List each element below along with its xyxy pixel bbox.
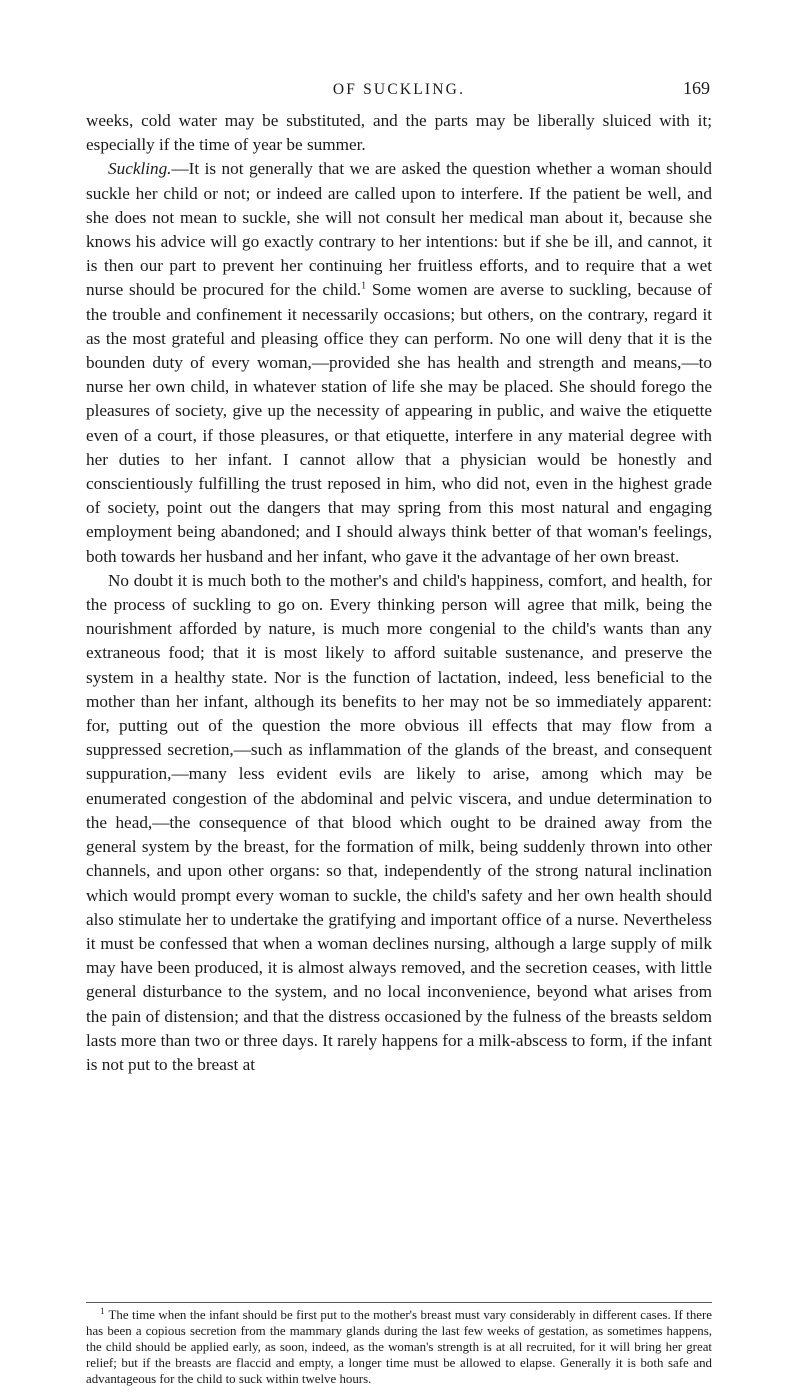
- footnote-reference[interactable]: 1: [361, 280, 367, 292]
- footnote-divider: [86, 1302, 712, 1303]
- paragraph-continuation: weeks, cold water may be substituted, and the parts may be liberally sluiced with it; especially if the time of year be summer.: [86, 111, 712, 155]
- footnote-marker: 1: [100, 1305, 105, 1316]
- paragraph-lactation: No doubt it is much both to the mother's and child's happiness, comfort, and health, for the process of suckling to go on. Every thinking person will agree that milk, being the nourishment afforded by nature, is much more congenial to the child's wants than any extraneous food; that it is most likely to afford suitable sustenance, and preserve the system in a healthy state. Nor is the function of lactation, indeed, less beneficial to the mother than her infant, although its benefits to her may not be so immediately apparent: for, putting out of the question the more obvious ill effects that may flow from a suppressed secretion,—such as inflammation of the glands of the breast, and consequent suppuration,—many less evident evils are likely to arise, among which may be enumerated congestion of the abdominal and pelvic viscera, and undue determination to the head,—the consequence of that blood which ought to be drained away from the general system by the breast, for the formation of milk, being suddenly thrown into other channels, and upon other organs: so that, independently of the strong natural inclination which would prompt every woman to suckle, the child's safety and her own health should also stimulate her to undertake the gratifying and important office of a nurse. Nevertheless it must be confessed that when a woman declines nursing, although a large supply of milk may have been produced, it is almost always removed, and the secretion ceases, with little general disturbance to the system, and no local inconvenience, beyond what arises from the pain of distension; and that the distress occasioned by the fulness of the breasts seldom lasts more than two or three days. It rarely happens for a milk-abscess to form, if the infant is not put to the breast at: [86, 570, 712, 1074]
- book-page: [86, 0, 712, 1399]
- paragraph-text: Some women are averse to suckling, because of the trouble and confinement it necessarily occasions; but others, on the contrary, regard it as the most grateful and pleasing office they can perform. No one will deny that it is the bounden duty of every woman,—provided she has health and strength and means,—to nurse her own child, in whatever station of life she may be placed. She should forego the pleasures of society, give up the necessity of appearing in public, and waive the etiquette even of a court, if those pleasures, or that etiquette, interfere in any material degree with her duties to her infant. I cannot allow that a physician would be honestly and conscientiously fulfilling the trust reposed in him, who did not, even in the highest grade of society, point out the dangers that may spring from this most natural and engaging employment being abandoned; and I should always think better of that woman's feelings, both towards her husband and her infant, who gave it the advantage of her own breast.: [86, 280, 712, 566]
- section-heading-suckling: Suckling.: [108, 159, 172, 179]
- body-text: [86, 109, 712, 1077]
- running-head: [86, 78, 712, 104]
- footnote: [86, 1307, 712, 1387]
- footnote-text: The time when the infant should be first put to the mother's breast must vary considerably in different cases. If there has been a copious secretion from the mammary glands during the last few weeks of gestation, as sometimes happens, the child should be applied early, as soon, indeed, as the woman's strength is at all recruited, for it will bring her great relief; but if the breasts are flaccid and empty, a longer time must be allowed to elapse. Generally it is both safe and advantageous for the child to suck within twelve hours.: [86, 1308, 712, 1386]
- page-number: 169: [683, 78, 710, 98]
- paragraph-text: —It is not generally that we are asked the question whether a woman should suckle her child or not; or indeed are called upon to interfere. If the patient be well, and she does not mean to suckle, she will not consult her medical man about it, because she knows his advice will go exactly contrary to her intentions: but if she be ill, and cannot, it is then our part to prevent her continuing her fruitless efforts, and to require that a wet nurse should be procured for the child.: [86, 159, 712, 300]
- running-title: OF SUCKLING.: [332, 81, 466, 98]
- paragraph-suckling: [86, 157, 712, 568]
